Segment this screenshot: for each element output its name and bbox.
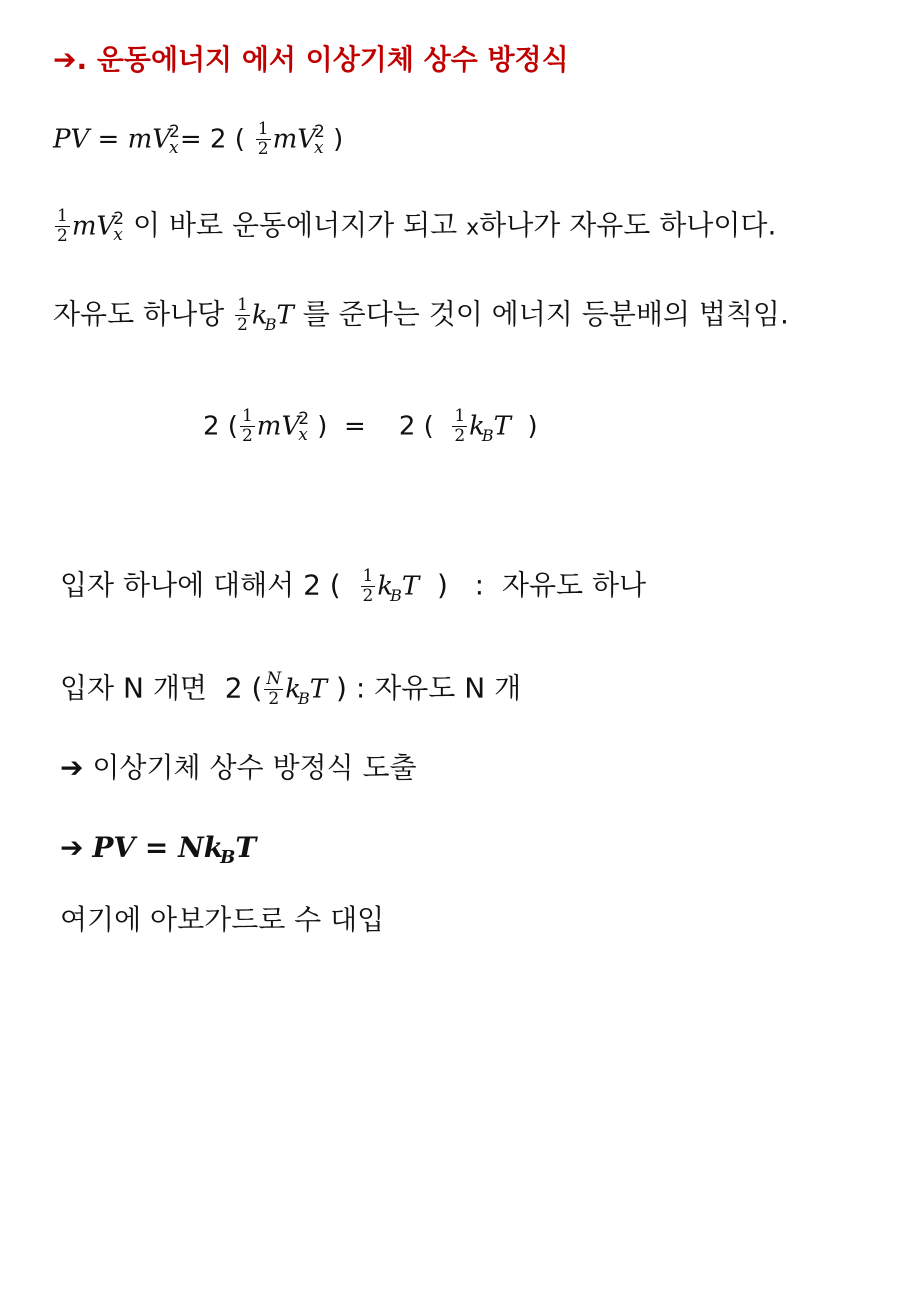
x-variable: x	[466, 215, 480, 241]
n-particles-statement: 입자 N 개면 2 ( $\frac{N}{2}$ $k_BT$ ) : 자유도 N 개	[60, 669, 522, 709]
pv-symbol: PV	[53, 124, 90, 155]
section-title	[53, 42, 569, 78]
fraction-one-half: $\frac{1}{2}$	[362, 566, 374, 606]
boltzmann-k: k	[251, 300, 268, 331]
arrow-right-icon: ➔	[60, 751, 84, 784]
statement-text: 자유도 하나당	[53, 297, 234, 331]
times-two-open: = 2 (	[179, 124, 245, 155]
equals-sign: =	[89, 124, 128, 155]
fraction-one-half: $\frac{1}{2}$	[454, 406, 466, 446]
avogadro-statement: 여기에 아보가드로 수 대입	[60, 903, 385, 936]
velocity-symbol: V	[152, 124, 172, 155]
fraction-one-half: $\frac{1}{2}$	[57, 206, 68, 246]
fraction-n-half: $\frac{N}{2}$	[266, 669, 282, 709]
equation-pv-kinetic: PV = mV 2 x = 2 ( $\frac{1}{2}$ mV 2 x )	[53, 119, 344, 159]
statement-text-2: 하나가 자유도 하나이다.	[479, 208, 777, 242]
arrow-right-icon: ➔	[53, 43, 77, 76]
fraction-one-half: $\frac{1}{2}$	[241, 406, 253, 446]
equation-equipartition: 2 ( $\frac{1}{2}$ mV 2 x ) = 2 ( $\frac{1}{2}$ $k_BT$ )	[203, 406, 538, 446]
arrow-right-icon: ➔	[60, 831, 84, 864]
close-paren: )	[324, 124, 344, 155]
kinetic-energy-statement: $\frac{1}{2}$ mV 2 x 이 바로 운동에너지가 되고 x하나가 자유도 하나이다.	[57, 206, 777, 246]
ideal-gas-law: ➔ PV = $Nk_BT$	[60, 831, 257, 868]
temperature-symbol: T	[276, 300, 294, 331]
title-text: . 운동에너지 에서 이상기체 상수 방정식	[76, 43, 569, 76]
statement-text: 이 바로 운동에너지가 되고	[124, 208, 467, 242]
derivation-statement: ➔ 이상기체 상수 방정식 도출	[60, 751, 417, 784]
fraction-one-half: $\frac{1}{2}$	[237, 295, 248, 335]
mass-symbol: m	[127, 124, 153, 155]
per-particle-statement: 입자 하나에 대해서 2 ( $\frac{1}{2}$ $k_BT$ ) : 자유도 하나	[60, 566, 647, 606]
velocity-sup-sub: 2 x	[169, 121, 180, 158]
fraction-one-half: $\frac{1}{2}$	[257, 119, 269, 159]
equipartition-statement: 자유도 하나당 $\frac{1}{2}$ $k_BT$ 를 준다는 것이 에너지 등분배의 법칙임.	[53, 295, 789, 335]
statement-text-2: 를 준다는 것이 에너지 등분배의 법칙임.	[293, 297, 789, 331]
